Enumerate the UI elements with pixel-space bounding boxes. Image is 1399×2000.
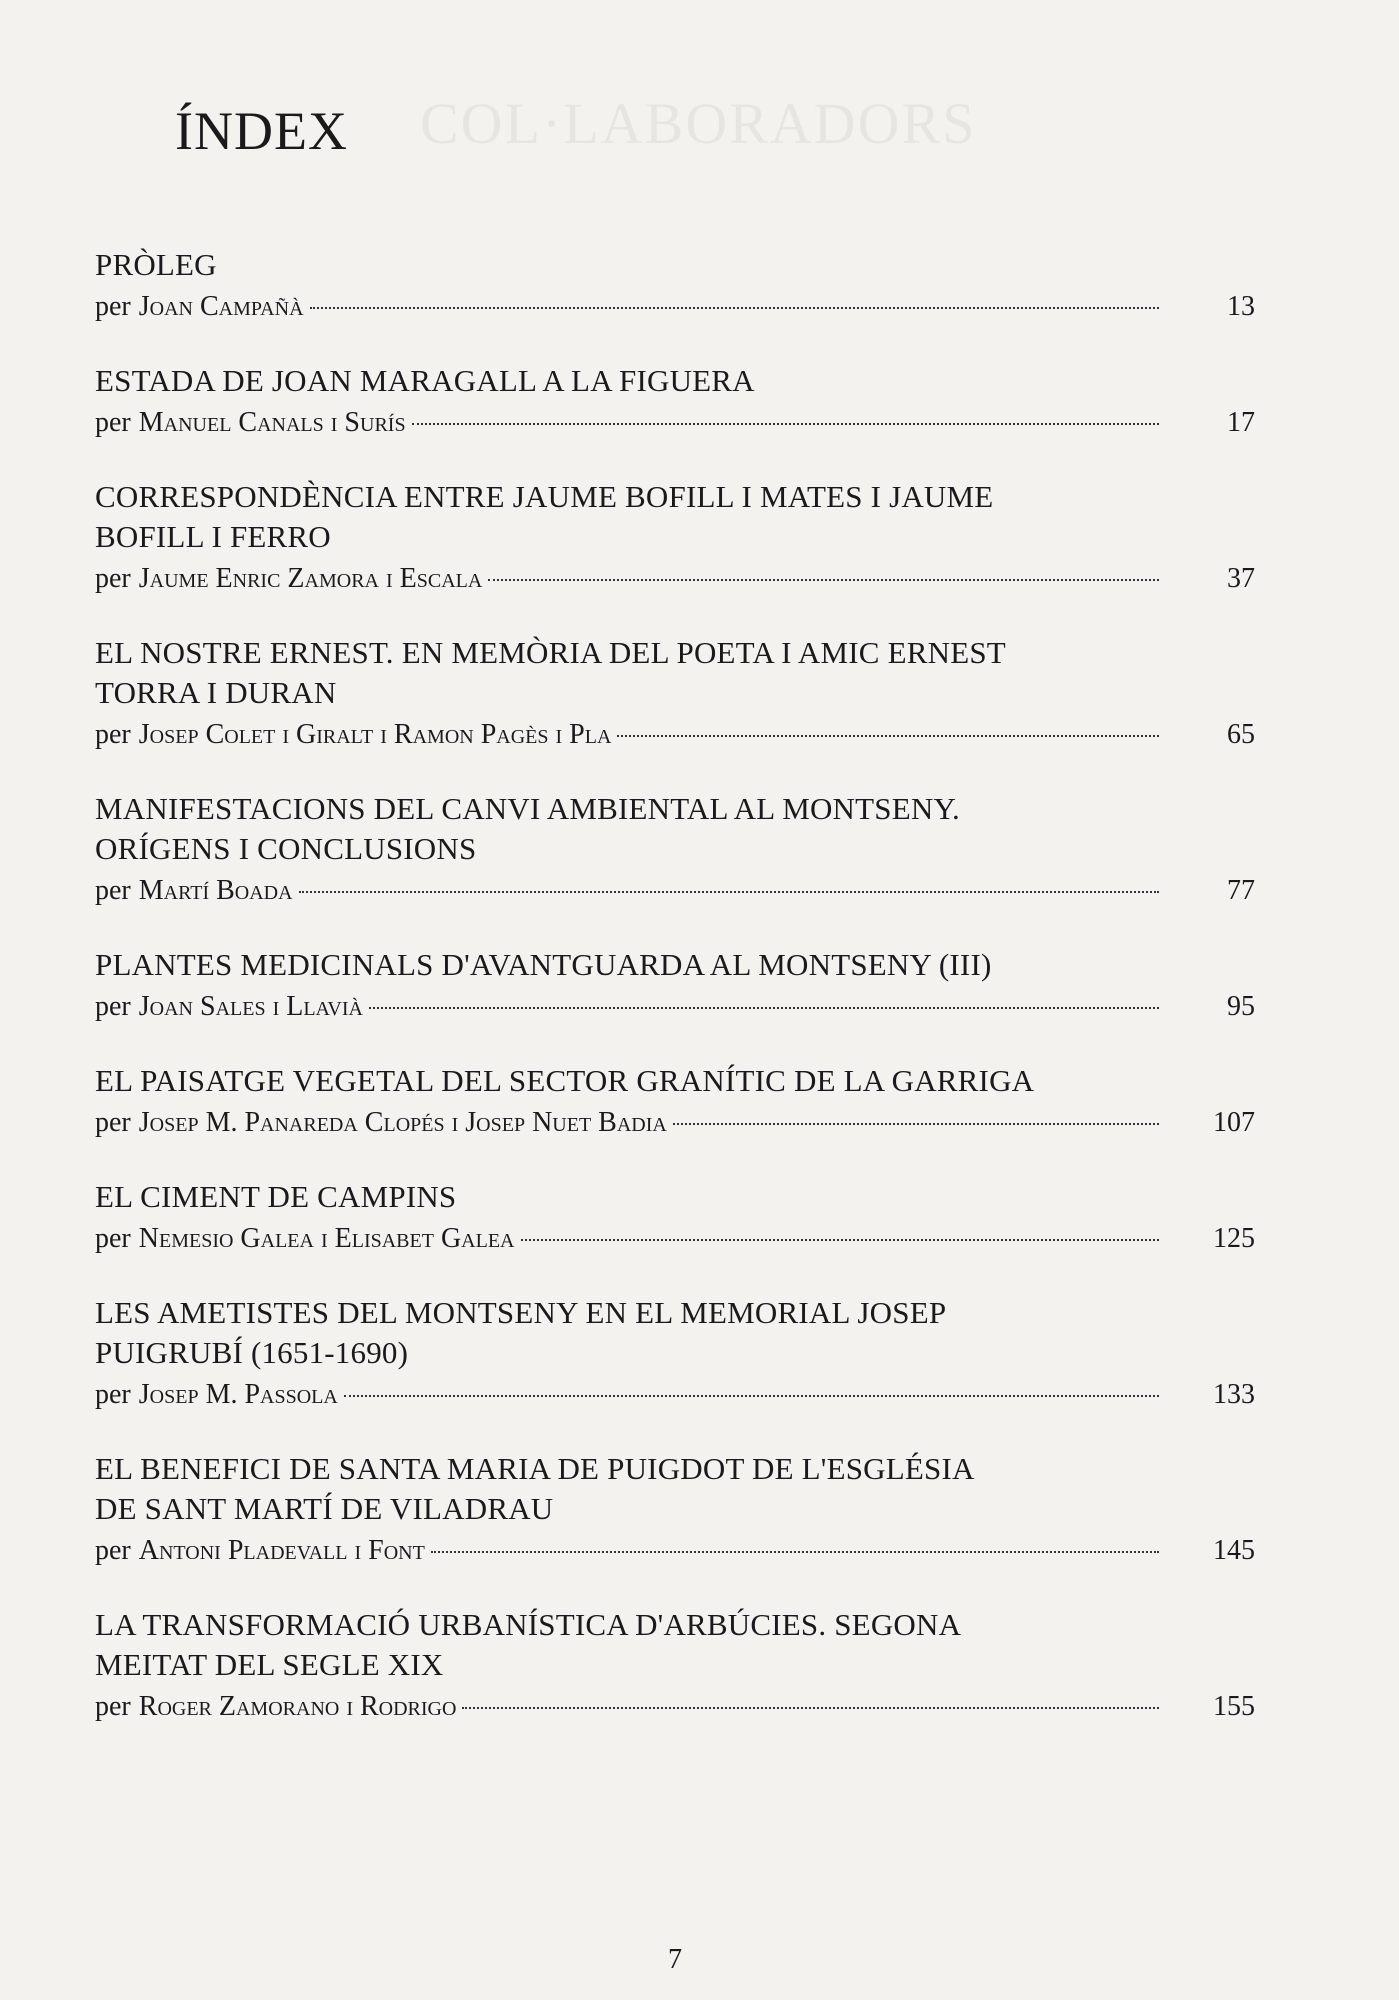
dot-leader (369, 1007, 1159, 1009)
entry-page-number: 65 (1227, 719, 1255, 750)
dot-leader (617, 735, 1159, 737)
entry-author: Josep M. Passola (138, 1379, 338, 1410)
entry-page-number: 107 (1213, 1107, 1255, 1138)
entry-title: EL BENEFICI DE SANTA MARIA DE PUIGDOT DE L'ESGLÉSIA (95, 1451, 975, 1486)
show-through-text: COL·LABORADORS (420, 91, 977, 156)
dot-leader (299, 891, 1159, 893)
toc-entry (95, 361, 1255, 443)
entry-author: Josep M. Panareda Clopés i Josep Nuet Badia (138, 1107, 667, 1138)
entry-author: Antoni Pladevall i Font (138, 1535, 425, 1566)
entry-title: LES AMETISTES DEL MONTSENY EN EL MEMORIAL JOSEP (95, 1295, 947, 1330)
entry-title: EL PAISATGE VEGETAL DEL SECTOR GRANÍTIC DE LA GARRIGA (95, 1063, 1035, 1098)
entry-title: BOFILL I FERRO (95, 519, 331, 554)
entry-title: LA TRANSFORMACIÓ URBANÍSTICA D'ARBÚCIES. SEGONA (95, 1607, 962, 1642)
dot-leader (521, 1239, 1160, 1241)
entry-byline (95, 871, 1255, 911)
entry-title: ESTADA DE JOAN MARAGALL A LA FIGUERA (95, 363, 755, 398)
per-label: per (95, 563, 131, 594)
dot-leader (431, 1551, 1159, 1553)
toc-entry (95, 1293, 1255, 1415)
entry-byline (95, 1375, 1255, 1415)
entry-page-number: 95 (1227, 991, 1255, 1022)
entry-byline (95, 1531, 1255, 1571)
toc-entry (95, 633, 1255, 755)
toc-entry (95, 245, 1255, 327)
entry-author: Joan Sales i Llavià (138, 991, 363, 1022)
toc-entry (95, 1605, 1255, 1727)
entry-byline (95, 1687, 1255, 1727)
dot-leader (344, 1395, 1159, 1397)
per-label: per (95, 291, 131, 322)
entry-title: CORRESPONDÈNCIA ENTRE JAUME BOFILL I MATES I JAUME (95, 479, 994, 514)
page-title: ÍNDEX (175, 101, 348, 161)
entry-title: PRÒLEG (95, 247, 217, 282)
per-label: per (95, 1535, 131, 1566)
entry-byline (95, 1103, 1255, 1143)
entry-page-number: 155 (1213, 1691, 1255, 1722)
entry-author: Manuel Canals i Surís (138, 407, 406, 438)
toc-entry (95, 945, 1255, 1027)
per-label: per (95, 719, 131, 750)
entry-author: Jaume Enric Zamora i Escala (138, 563, 483, 594)
toc-entry (95, 1061, 1255, 1143)
entry-title: TORRA I DURAN (95, 675, 337, 710)
entry-byline (95, 987, 1255, 1027)
entry-page-number: 125 (1213, 1223, 1255, 1254)
entry-title: MEITAT DEL SEGLE XIX (95, 1647, 444, 1682)
entry-byline (95, 403, 1255, 443)
dot-leader (412, 423, 1159, 425)
entry-byline (95, 715, 1255, 755)
per-label: per (95, 1223, 131, 1254)
entry-page-number: 145 (1213, 1535, 1255, 1566)
entry-page-number: 77 (1227, 875, 1255, 906)
per-label: per (95, 875, 131, 906)
per-label: per (95, 1107, 131, 1138)
per-label: per (95, 1379, 131, 1410)
entry-title: PLANTES MEDICINALS D'AVANTGUARDA AL MONTSENY (III) (95, 947, 992, 982)
entry-title: MANIFESTACIONS DEL CANVI AMBIENTAL AL MONTSENY. (95, 791, 960, 826)
entry-page-number: 17 (1227, 407, 1255, 438)
entry-author: Nemesio Galea i Elisabet Galea (138, 1223, 515, 1254)
entry-page-number: 133 (1213, 1379, 1255, 1410)
page-number: 7 (668, 1944, 682, 1975)
entry-byline (95, 559, 1255, 599)
dot-leader (673, 1123, 1159, 1125)
entry-title: PUIGRUBÍ (1651-1690) (95, 1335, 409, 1370)
dot-leader (462, 1707, 1159, 1709)
entry-author: Joan Campañà (138, 291, 304, 322)
dot-leader (488, 579, 1159, 581)
entry-page-number: 13 (1227, 291, 1255, 322)
entry-author: Martí Boada (138, 875, 293, 906)
entry-title: EL NOSTRE ERNEST. EN MEMÒRIA DEL POETA I AMIC ERNEST (95, 635, 1006, 670)
toc-entry (95, 1449, 1255, 1571)
per-label: per (95, 1691, 131, 1722)
toc-entry (95, 477, 1255, 599)
entry-title: EL CIMENT DE CAMPINS (95, 1179, 457, 1214)
entry-title: ORÍGENS I CONCLUSIONS (95, 831, 477, 866)
entry-byline (95, 287, 1255, 327)
entry-title: DE SANT MARTÍ DE VILADRAU (95, 1491, 554, 1526)
per-label: per (95, 991, 131, 1022)
table-of-contents (95, 245, 1255, 1761)
entry-author: Roger Zamorano i Rodrigo (138, 1691, 457, 1722)
entry-author: Josep Colet i Giralt i Ramon Pagès i Pla (138, 719, 612, 750)
toc-entry (95, 1177, 1255, 1259)
dot-leader (310, 307, 1159, 309)
per-label: per (95, 407, 131, 438)
toc-entry (95, 789, 1255, 911)
entry-byline (95, 1219, 1255, 1259)
entry-page-number: 37 (1227, 563, 1255, 594)
